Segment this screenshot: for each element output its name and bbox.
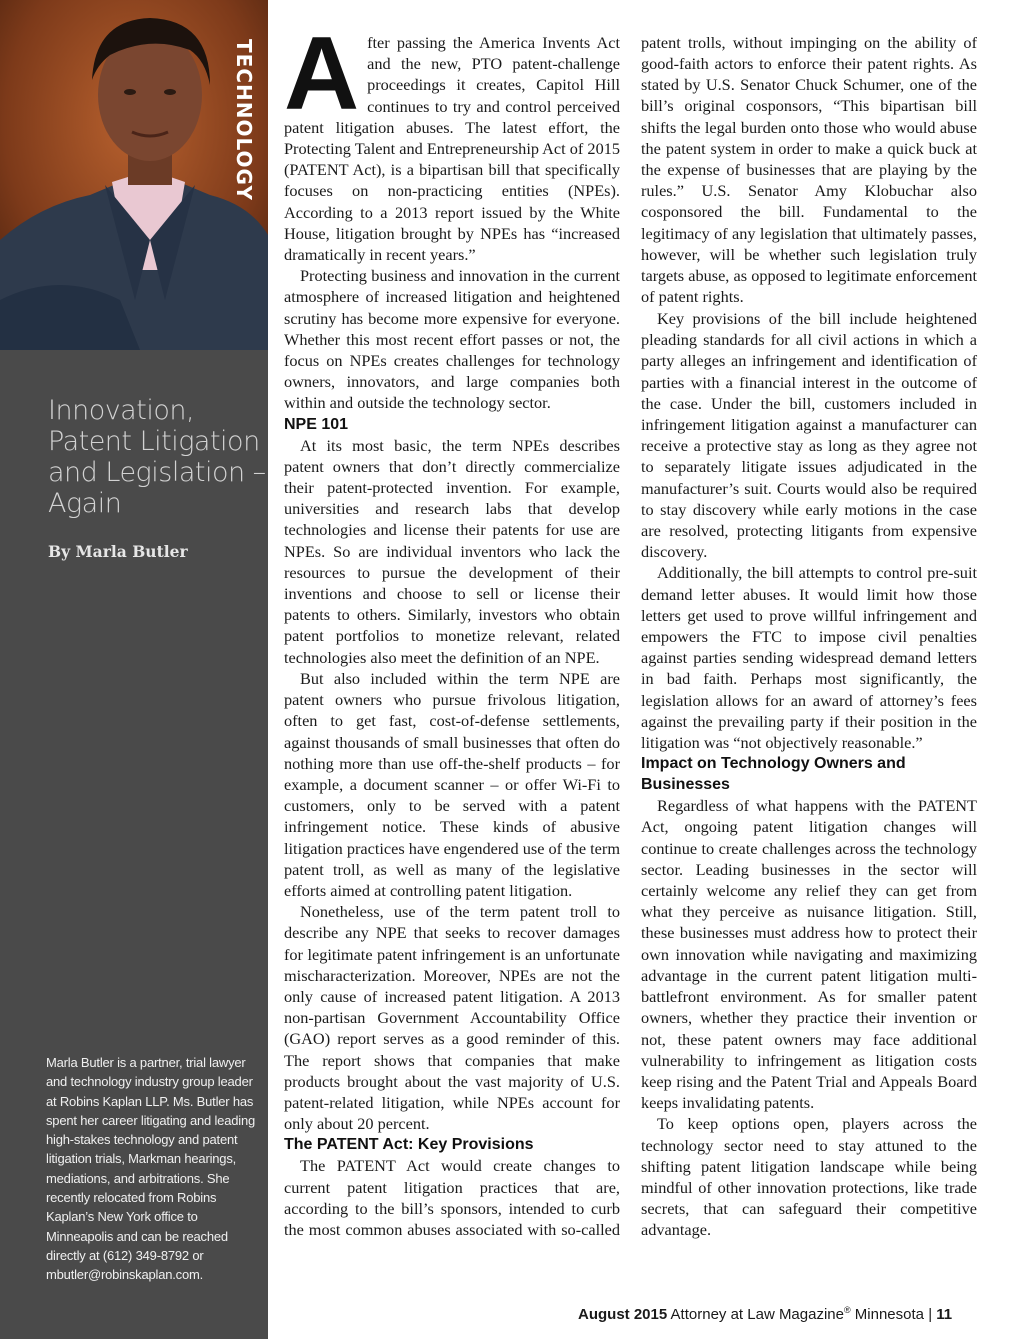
paragraph: Additionally, the bill attempts to control pre-suit demand letter abuses. It would limit how those letters get used to prove willful infringement and empowers the FTC to impose civil penalties against parties sending widespread demand letters in bad faith. Perhaps most significantly, the legislation allows for an award of attorney’s fees against the prevailing party if their position in the litigation was “not objectively reasonable.” xyxy=(641,563,977,753)
paragraph: Nonetheless, use of the term patent troll to describe any NPE that seeks to recover damages for legitimate patent infringement is an unfortunate mischaracterization. Moreover, NPEs are not the only cause of increased patent litigation. A 2013 non-partisan Government Accountability Office (GAO) report serves as a good reminder of this. The report shows that companies that make products brought about the vast majority of U.S. patent-related litigation, while NPEs account for only about 20 percent. xyxy=(284,902,620,1134)
registered-mark: ® xyxy=(843,1305,851,1315)
byline: By Marla Butler xyxy=(48,542,188,561)
footer-edition: Minnesota xyxy=(854,1306,925,1323)
author-bio: Marla Butler is a partner, trial lawyer and technology industry group leader at Robins Kaplan LLP. Ms. Butler has spent her career litigating and leading high-stakes technology and patent litigation trials, Markman hearings, mediations, and arbitrations. She recently relocated from Robins Kaplan’s New York office to Minneapolis and can be reached directly at (612) 349-8792 or mbutler@robinskaplan.com. xyxy=(46,1055,256,1283)
paragraph: But also included within the term NPE are patent owners who pursue frivolous litigation, often to get fast, cost-of-defense settlements, against thousands of small businesses that often do nothing more than use off-the-shelf products – for example, a document scanner – or offer Wi-Fi to customers, only to be served with a patent infringement notice. These kinds of abusive litigation practices have engendered use of the term patent troll, as well as many of the legislative efforts aimed at controlling patent litigation. xyxy=(284,668,620,900)
section-heading: NPE 101 xyxy=(284,415,349,433)
section-heading: Impact on Technology Owners and Businesses xyxy=(641,755,906,794)
paragraph: Protecting business and innovation in the current atmosphere of increased litigation and heightened scrutiny has become more expensive for everyone. Whether this most recent effort passes or not, the focus on NPEs creates challenges for technology owners, innovators, and large companies both within and outside the technology sector. xyxy=(284,266,620,413)
title-line: Patent Litigation xyxy=(48,426,260,457)
paragraph: The PATENT Act would create changes to current patent litigation practices that are, according to the bill’s sponsors, intended to curb the most common abuses associated with so-called xyxy=(284,1156,620,1239)
paragraph-continued: patent trolls, without impinging on the ability of good-faith actors to enforce their patent rights. As stated by U.S. Senator Chuck Schumer, one of the bill’s original cosponsors, “This bipartisan bill shifts the legal burden onto those who would abuse the patent system in order to make a quick buck at the expense of businesses that are playing by the rules.” U.S. Senator Amy Klobuchar also cosponsored the bill. Fundamental to the legitimacy of any legislation that ultimately passes, however, will be whether such legislation truly targets abuse, as opposed to legitimate enforcement of patent rights. xyxy=(641,32,977,307)
article-column-1 xyxy=(284,16,620,1240)
paragraph: Key provisions of the bill include heightened pleading standards for all civil actions in which a party alleges an infringement and identification of parties with a financial interest in the outcome of the case. Under the bill, customers included in infringement litigation against a manufacturer can receive a protective stay as long as they agree not to separately litigate issues adjudicated in the manufacturer’s suit. Courts would also be required to stay discovery while early motions in the case are resolved, protecting litigants from expensive discovery. xyxy=(641,309,977,562)
section-label: TECHNOLOGY xyxy=(232,39,256,201)
footer-date: August 2015 xyxy=(578,1306,668,1323)
article-column-2 xyxy=(641,32,977,1241)
page-footer xyxy=(578,1305,952,1323)
footer-separator: | xyxy=(928,1306,933,1323)
section-heading: The PATENT Act: Key Provisions xyxy=(284,1136,534,1154)
paragraph: Regardless of what happens with the PATENT Act, ongoing patent litigation changes will continue to create challenges across the technology sector. Leading businesses in the sector will certainly welcome any relief they can get from what they perceive as nuisance litigation. Still, these businesses must address how to protect their own innovation while navigating and maximizing advantage in the current patent litigation multi-battlefront environment. As for smaller patent owners, whether they practice their invention or not, these patent owners may face additional vulnerability to infringement as litigation costs keep rising and the Patent Trial and Appeals Board keeps invalidating patents. xyxy=(641,796,977,1113)
drop-cap: A xyxy=(284,16,360,132)
title-line: Innovation, xyxy=(48,395,195,426)
paragraph: At its most basic, the term NPEs describes patent owners that don’t directly commercialize their patent-protected invention. For example, universities and research labs that develop technologies and license their patents for use are NPEs. So are individual inventors who lack the resources to pursue the development of their inventions and choose to sell or license their patents to others. Similarly, investors who obtain patent portfolios to monetize relevant, related technologies also meet the definition of an NPE. xyxy=(284,435,620,667)
footer-magazine: Attorney at Law Magazine xyxy=(670,1306,844,1323)
title-line: and Legislation – xyxy=(48,457,266,488)
title-line: Again xyxy=(48,488,122,519)
article-title xyxy=(48,395,266,519)
paragraph: After passing the America Invents Act and the new, PTO patent-challenge proceedings it creates, Capitol Hill continues to try and control perceived patent litigation abuses. The latest effort, the Protecting Talent and Entrepreneurship Act of 2015 (PATENT Act), is a bipartisan bill that specifically focuses on non-practicing entities (NPEs). According to a 2013 report issued by the White House, litigation brought by NPEs has “increased dramatically in recent years.” xyxy=(284,16,620,265)
page-number: 11 xyxy=(936,1306,953,1323)
paragraph: To keep options open, players across the technology sector need to stay attuned to the shifting patent litigation landscape while being mindful of other innovation protections, like trade secrets, that can safeguard their competitive advantage. xyxy=(641,1114,977,1240)
